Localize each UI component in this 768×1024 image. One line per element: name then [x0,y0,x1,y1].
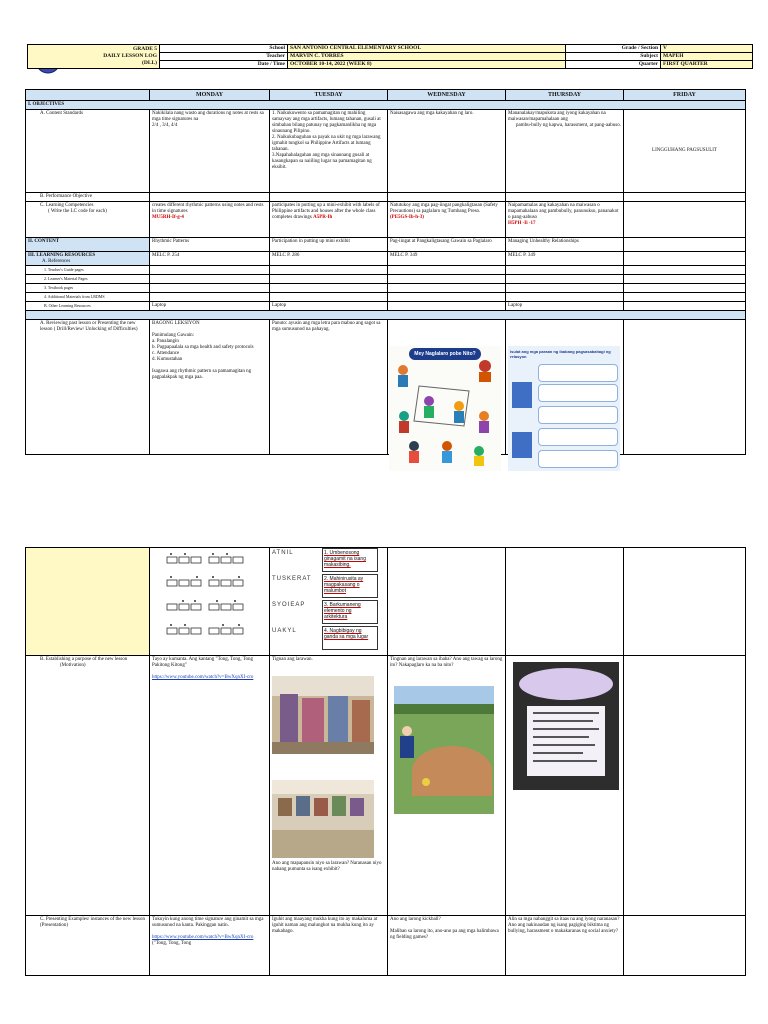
purpose-label: B. Establishing a purpose of the new lesson (Motivation) [26,656,150,916]
content-standards-mon: Nakikilala nang wasto ang durations ng notes at rests sa mga time signatures na 2/4 , 3/4, 4/4 [150,110,270,193]
exhibit-photo-1 [272,676,374,754]
scramble-clue-1: 1. Umbenosong ginagamit na isang makasibing. [322,548,378,572]
quarter-label: Quarter [566,61,661,69]
date-value: OCTOBER 10-14, 2022 (WEEK 8) [288,61,566,69]
content-standards-tue: 1. Naikukuwento sa pamamagitan ng mahiling samaysay ang mga artifacts, lumang tahanan, gusali at simbahan bilang patunay ng pagkamanlikha ng mga sinaunang Pilipino. 2. Naikukubaguhan sa payak na ukit ng mga larawang igmahit tungkol sa Philippine Artifacts at lumang tahanan. 3.Napahahalagahan ang mga sinaunang gusali at kasangkapan sa naiiling lugar na pamamagitan ng eksibit. [270,110,388,193]
day-thursday: THURSDAY [506,90,624,101]
examples-mon: Tukuyin kung anong time signature ang ginamit sa mga sumusunod na kanta. Pakinggan natin. https://www.youtube.com/watch?v=BwXqnXI-cro ("Tong, Tong, Tong [150,916,270,976]
day-friday: FRIDAY [624,90,746,101]
content-thu: Managing Unhealthy Relationships [506,238,624,252]
melc-thu: MELC P. 349 [506,252,624,266]
competencies-thu: Naipamamalas ang kakayahan na maiwasan o mapamahalaan ang pambubully, panunukso, pananakot o pang-aabuso H5PH -Ii -17 [506,202,624,238]
blank-head [26,90,150,101]
scramble-word-3: SYOIEAP [272,602,306,608]
melc-tue: MELC P. 286 [270,252,388,266]
date-label: Date / Time [160,61,288,69]
kickball-photo [394,686,494,814]
melc-mon: MELC P. 254 [150,252,270,266]
scramble-clue-4: 4. Nagbibigay ng ganda sa mga lugar [322,626,378,650]
purpose-wed: Tingnan ang larawan sa ibaba? Ano ang tawag sa larong ito? Nakapaglaro ka na ba nito? [388,656,506,916]
content-standards-thu: Mananalakay/mapukota ang iyong kakayahan na maiwasan/mapamahalaan ang pambu-bully ng kapwa, harassment, at pang-aabuso. [506,110,624,193]
relationship-worksheet [508,346,620,471]
examples-label: C. Presenting Examples/ instances of the new lesson (Presentation) [26,916,150,976]
content-standards-wed: Naisasagawa ang mga kakayahan ng laro. [388,110,506,193]
day-tuesday: TUESDAY [270,90,388,101]
school-label: School [160,45,288,53]
title-line-2: DAILY LESSON LOG [103,53,157,59]
content-standards-label: A. Content Standards [26,110,150,193]
content-tue: Participation in putting up mini exhibit [270,238,388,252]
resource-sub-4: 4. Additional Materials from LRDMS [26,293,150,302]
day-wednesday: WEDNESDAY [388,90,506,101]
children-playing-icon [389,346,501,471]
worksheet-title: Isulat ang mga paraan ng ibabang pagsasabahagi ng relasyon [510,349,611,359]
scramble-clue-2: 2. Mahinirusita ay magpakasang o malumbot [322,574,378,598]
scramble-clue-3: 3. Barkumaneng elemento ng arkitektura [322,600,378,624]
resource-sub-1: 1. Teacher's Guide pages [26,266,150,275]
content-mon: Rhythmic Patterns [150,238,270,252]
resource-sub-2: 2. Learner's Material Pages [26,275,150,284]
resource-sub-3: 3. Textbook pages [26,284,150,293]
lesson-table-page-2 [25,547,746,976]
title-line-3: (DLL) [142,60,157,66]
competencies-label: C. Learning Competencies ( Write the LC code for each) [26,202,150,238]
title-line-1: GRADE 5 [133,46,157,52]
review-tue: Panuto: ayusin ang mga letra para mabuo ang sagot sa mga sumusunod na pahayag. [270,320,388,455]
scramble-grid [272,548,382,654]
scramble-word-2: TUSKERAT [272,576,312,582]
teacher-label: Teacher [160,53,288,61]
scramble-word-1: ATNIL [272,550,294,556]
subject-value: MAPEH [661,53,753,61]
objectives-section: I. OBJECTIVES [26,101,746,110]
games-title: Mey Naglalaro pobe Nito? [409,348,481,360]
subject-label: Subject [566,53,661,61]
games-illustration [389,346,501,471]
bullying-slide [513,662,619,790]
melc-wed: MELC P. 349 [388,252,506,266]
day-monday: MONDAY [150,90,270,101]
competencies-wed: Natutukoy ang mga pag-iingat pangkaligtasan (Safety Precautions) sa paglalaro ng Tumbang Preso. (PE5GS-Ib-h-3) [388,202,506,238]
exhibit-photo-2 [272,780,374,858]
performance-label: B. Performance Objective [26,193,150,202]
procedures-band [26,311,746,320]
purpose-tue: Tignan ang larawan. Ano ang mapapansin niyo sa larawan? Naranasan niyo nabang pumunta sa isang exhibit? [270,656,388,916]
song-link-2[interactable]: https://www.youtube.com/watch?v=BwXqnXI-cro [152,935,254,940]
rhythm-pattern-icon [165,552,245,647]
continuation-label [26,548,150,656]
laptop-thu: Laptop [506,302,624,311]
content-standards-fri: LINGGUHANG PAGSUSULIT [624,110,746,193]
resource-other: B. Other Learning Resources [26,302,150,311]
examples-tue: Iguhit ang maayang mukha kung ito ay makaluma at iguhit naman ang malungkot na mukha kung ito ay makabago. [270,916,388,976]
resources-section: III. LEARNING RESOURCES A. References [26,252,150,266]
laptop-tue: Laptop [270,302,388,311]
school-value: SAN ANTONIO CENTRAL ELEMENTARY SCHOOL [288,45,566,53]
scramble-word-4: UAKYL [272,628,297,634]
teacher-value: MARVIN C. TORRES [288,53,566,61]
lesson-table-page-1 [25,89,746,455]
grade-label: Grade / Section [566,45,661,53]
content-section: II. CONTENT [26,238,150,252]
quarter-value: FIRST QUARTER [661,61,753,69]
competencies-mon: creates different rhythmic patterns using notes and rests in time signatures MU5RH-If-g-4 [150,202,270,238]
header-table [27,44,753,69]
review-label: A. Reviewing past lesson or Presenting the new lesson ( Drill/Review/ Unlocking of Difficulties) [26,320,150,455]
competencies-tue: participates in putting up a mini-exhibit with labels of Philippine artifacts and houses after the whole class completes drawings A5PR-Ih [270,202,388,238]
content-wed: Pag-iingat at Pangkaligtasang Gawain sa Paglalaro [388,238,506,252]
review-mon: BAGONG LEKSIYON Panimulang Gawain: a. Panalangin b. Pagpapaalala sa mga health and safety protocols c. Attendance d. Kumustahan Isagawa ang rhythmic pattern sa pamamagitan ng pagpalakpak ng mga paa. [150,320,270,455]
laptop-mon: Laptop [150,302,270,311]
examples-wed: Ano ang larong kickball? Maliban sa larong ito, ano-ano pa ang mga halimbawa ng fielding games? [388,916,506,976]
song-link[interactable]: https://www.youtube.com/watch?v=BwXqnXI-cro [152,675,254,680]
purpose-mon: Tayo ay kumanta. Ang kantang "Tong, Tong, Tong Pakitong Kitong" https://www.youtube.com/watch?v=BwXqnXI-cro [150,656,270,916]
grade-value: V [661,45,753,53]
examples-thu: Alin sa mga nabanggit sa itaas na ang iyong naranasan? Ano ang nakinaudan ng isang pagiging biktima ng bullying, harassment o makakaranas ng social anxiety? [506,916,624,976]
